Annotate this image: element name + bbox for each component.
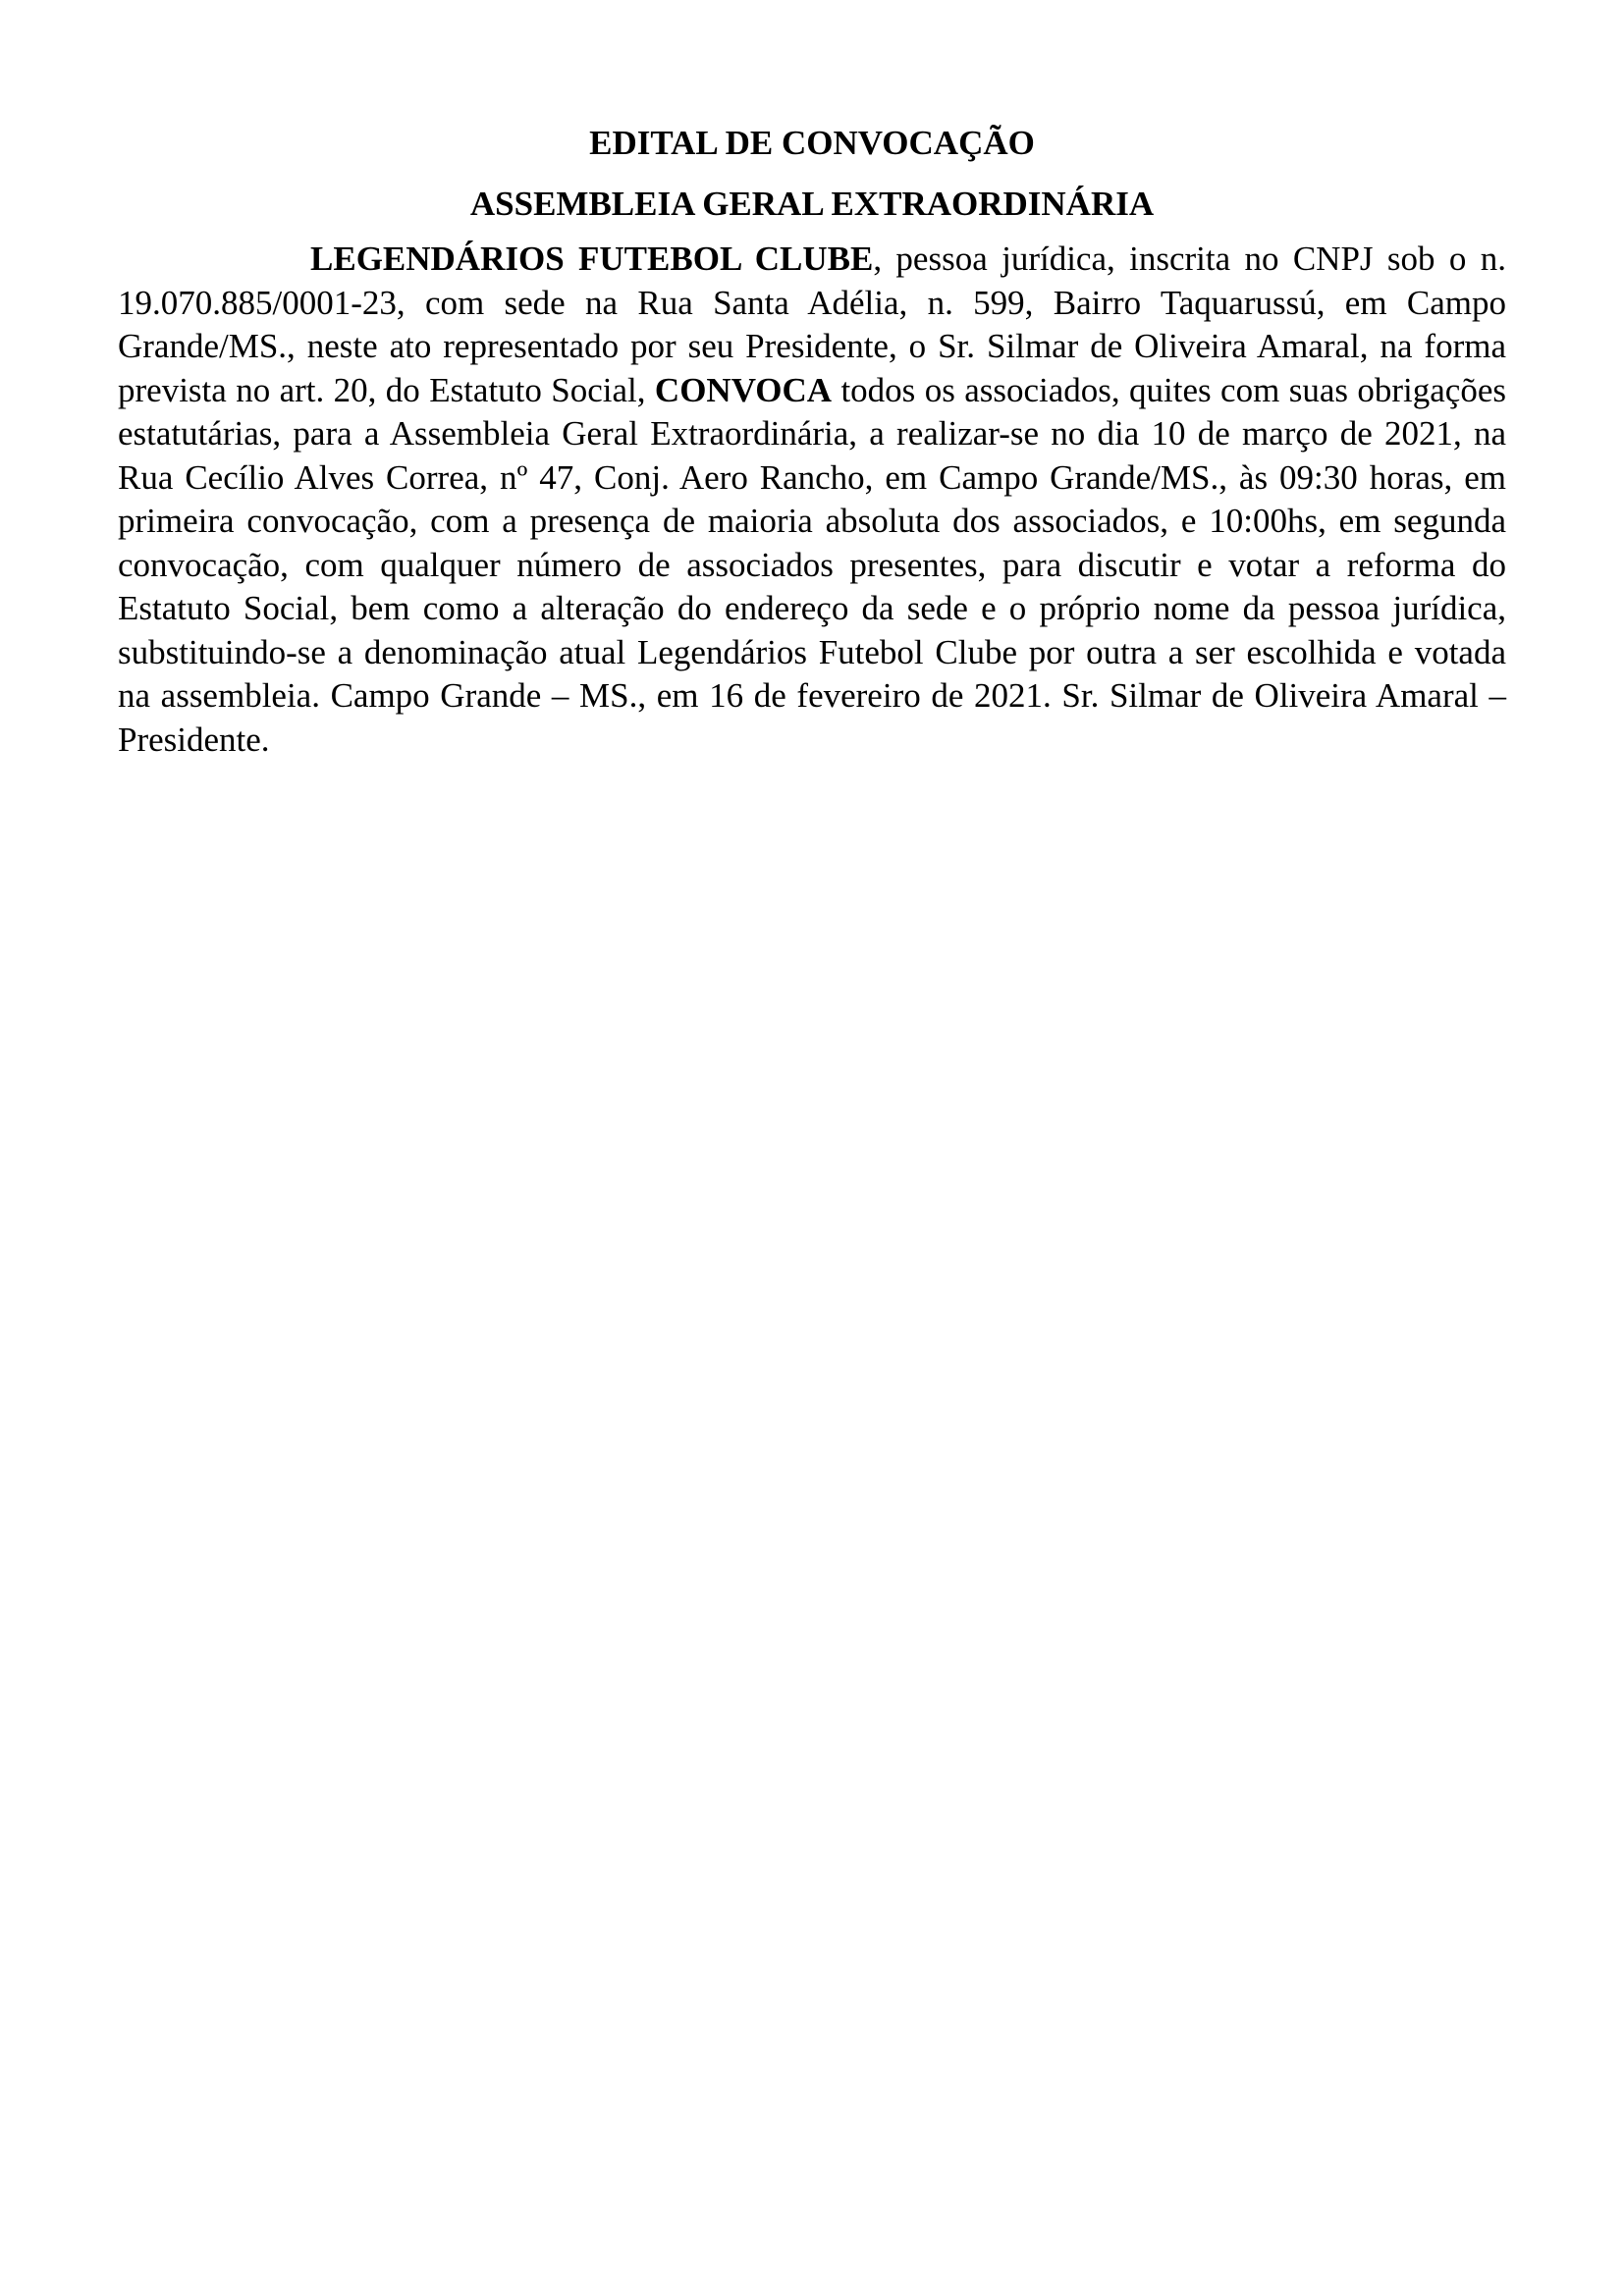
paragraph-text-part1: , pessoa jurídica, inscrita no CNPJ sob o n. 19.070.885/0001-23, com sede na Rua Santa Adélia, n. 599, Bairro Taquarussú, em Campo Grande/MS., neste ato representado por seu Presidente, o Sr. Silmar de Oliveira Amaral, na forma prevista no art. 20, do Estatuto Social, <box>118 240 1506 409</box>
convocation-paragraph <box>118 238 1506 762</box>
paragraph-text-part2: todos os associados, quites com suas obrigações estatutárias, para a Assembleia Geral Extraordinária, a realizar-se no dia 10 de março de 2021, na Rua Cecílio Alves Correa, nº 47, Conj. Aero Rancho, em Campo Grande/MS., às 09:30 horas, em primeira convocação, com a presença de maioria absoluta dos associados, e 10:00hs, em segunda convocação, com qualquer número de associados presentes, para discutir e votar a reforma do Estatuto Social, bem como a alteração do endereço da sede e o próprio nome da pessoa jurídica, substituindo-se a denominação atual Legendários Futebol Clube por outra a ser escolhida e votada na assembleia. Campo Grande – MS., em 16 de fevereiro de 2021. Sr. Silmar de Oliveira Amaral – Presidente. <box>118 370 1506 759</box>
document-content <box>118 116 1506 762</box>
convoca-keyword: CONVOCA <box>654 370 833 409</box>
document-title: EDITAL DE CONVOCAÇÃO <box>589 124 1035 162</box>
document-subtitle: ASSEMBLEIA GERAL EXTRAORDINÁRIA <box>469 185 1155 223</box>
entity-name: LEGENDÁRIOS FUTEBOL CLUBE <box>310 240 874 278</box>
